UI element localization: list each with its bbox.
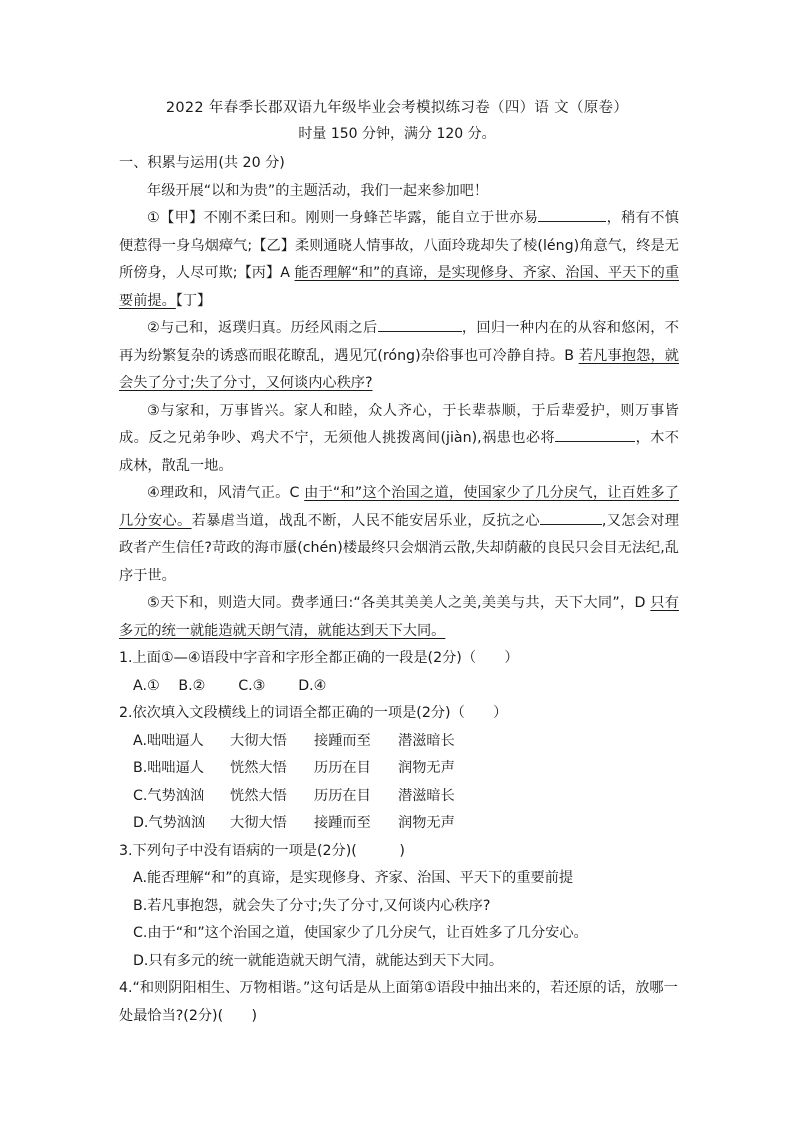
paragraph-5 — [119, 590, 679, 645]
paragraph-4 — [119, 480, 679, 590]
option-cell: 恍然大悟 — [230, 760, 287, 776]
fill-blank-1[interactable] — [538, 205, 606, 222]
p2-underlined-sentence: 若凡事抱怨，就会失了分寸;失了分寸，又何谈内心秩序? — [119, 347, 679, 391]
option-cell: 潜滋暗长 — [398, 787, 455, 804]
p1-text-c: 【丁】 — [175, 292, 212, 309]
question-2-option-d[interactable] — [119, 810, 679, 838]
p1-text-a: ①【甲】不刚不柔曰和。刚则一身蜂芒毕露，能自立于世亦易 — [147, 210, 539, 226]
option-cell: A.咄咄逼人 — [133, 732, 204, 749]
option-cell: 恍然大悟 — [230, 787, 287, 804]
option-cell: B.咄咄逼人 — [133, 760, 204, 776]
question-2-option-c[interactable] — [119, 783, 679, 811]
fill-blank-3[interactable] — [555, 425, 635, 442]
p4-text-a: ④理政和，风清气正。C — [147, 485, 305, 501]
p4-underlined-sentence: 由于“和”这个治国之道，使国家少了几分戾气，让百姓多了几分安心。 — [119, 485, 679, 529]
option-cell: D.气势汹汹 — [133, 815, 206, 831]
p4-text-c: ,又怎会对理政者产生信任?苛政的海市蜃(chén)楼最终只会烟消云散,失却荫蔽的良民只会目无法纪,乱序于世。 — [119, 512, 679, 584]
question-3-option-b[interactable]: B.若凡事抱怨，就会失了分寸;失了分寸,又何谈内心秩序? — [133, 897, 491, 914]
option-cell: 历历在目 — [314, 787, 371, 804]
question-2-option-b[interactable] — [119, 755, 679, 783]
p5-underlined-sentence: 只有多元的统一就能造就天朗气清，就能达到天下大同。 — [119, 595, 679, 639]
section-heading: 一、积累与运用(共 20 分) — [119, 155, 285, 171]
question-1-options[interactable]: A.① B.② C.③ D.④ — [133, 677, 327, 694]
option-cell: C.气势汹汹 — [133, 787, 205, 804]
page-title: 2022 年春季长郡双语九年级毕业会考模拟练习卷（四）语 文（原卷） — [165, 100, 629, 116]
option-cell: 潜滋暗长 — [398, 732, 455, 749]
p3-text-a: ③与家和，万事皆兴。家人和睦，众人齐心，于长辈恭顺，于后辈爱护，则万事皆成。反之兄弟争吵、鸡犬不宁，无须他人挑拨离间(jiàn),祸患也必将 — [119, 402, 679, 446]
question-1-stem: 1.上面①—④语段中字音和字形全都正确的一段是(2分)（ ） — [119, 650, 519, 666]
question-4-stem: 4.“和则阴阳相生、万物相谐。”这句话是从上面第①语段中抽出来的，若还原的话，放哪一处最恰当?(2分)( ) — [119, 980, 678, 1024]
question-3-option-d[interactable]: D.只有多元的统一就能造就天朗气清，就能达到天下大同。 — [133, 952, 504, 969]
option-cell: 接踵而至 — [314, 732, 371, 749]
fill-blank-4[interactable] — [540, 508, 602, 525]
p3-text-b: ，木不成林，散乱一地。 — [119, 430, 679, 474]
p2-text-a: ②与己和，返璞归真。历经风雨之后 — [147, 320, 378, 336]
paragraph-1 — [119, 205, 679, 315]
p5-text-a: ⑤天下和，则造大同。费孝通曰:“各美其美美人之美,美美与共，天下大同”，D — [147, 595, 651, 611]
p1-underlined-sentence: 能否理解“和”的真谛，是实现修身、齐家、治国、平天下的重要前提。 — [119, 265, 680, 309]
p2-text-b: ，回归一种内在的从容和悠闲，不再为纷繁复杂的诱惑而眼花瞭乱，遇见冗(róng)杂俗事也可冷静自持。B — [119, 320, 679, 364]
option-cell: 接踵而至 — [314, 815, 371, 831]
option-cell: 大彻大悟 — [230, 732, 287, 749]
option-cell: 历历在目 — [314, 760, 371, 776]
option-cell: 润物无声 — [398, 760, 455, 776]
fill-blank-2[interactable] — [378, 315, 462, 332]
section-intro: 年级开展“以和为贵”的主题活动，我们一起来参加吧！ — [147, 182, 489, 199]
p1-text-b: ，稍有不慎便惹得一身乌烟瘴气;【乙】柔则通晓人情事故，八面玲珑却失了棱(léng)角意气，终是无所傍身，人尽可欺;【丙】A — [119, 210, 679, 281]
p4-text-b: 若暴虐当道，战乱不断，人民不能安居乐业，反抗之心 — [191, 512, 540, 529]
option-cell: 润物无声 — [398, 815, 455, 831]
question-3-option-c[interactable]: C.由于“和”这个治国之道，使国家少了几分戾气，让百姓多了几分安心。 — [133, 925, 588, 941]
paragraph-2 — [119, 315, 679, 398]
question-3-stem: 3.下列句子中没有语病的一项是(2分)( ) — [119, 842, 405, 859]
question-3-option-a[interactable]: A.能否理解“和”的真谛，是实现修身、齐家、治国、平天下的重要前提 — [133, 870, 574, 886]
exam-content — [119, 150, 679, 1030]
paragraph-3 — [119, 398, 679, 481]
option-cell: 大彻大悟 — [230, 815, 287, 831]
page-subtitle: 时量 150 分钟，满分 120 分。 — [298, 126, 496, 142]
question-2-option-a[interactable] — [119, 728, 679, 756]
question-2-stem: 2.依次填入文段横线上的词语全都正确的一项是(2分)（ ） — [119, 705, 508, 721]
